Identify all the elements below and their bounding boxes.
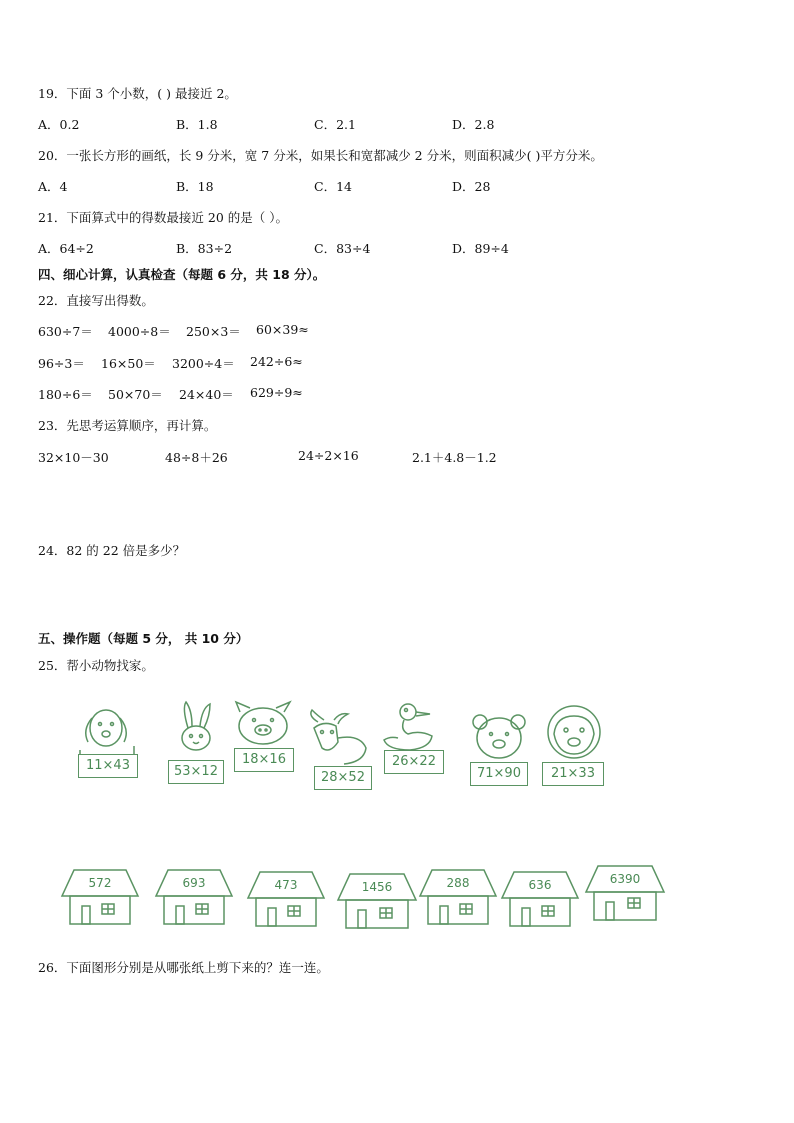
q21-option-a: A．64÷2 <box>38 241 94 256</box>
q19-stem: 19．下面 3 个小数，( ) 最接近 2。 <box>38 86 237 101</box>
q25-stem: 25．帮小动物找家。 <box>38 658 154 673</box>
q19-option-c: C．2.1 <box>314 117 356 132</box>
q19-option-a: A．0.2 <box>38 117 80 132</box>
house-number: 572 <box>88 876 112 890</box>
house <box>584 860 666 924</box>
house-icon <box>584 860 666 924</box>
house-icon <box>336 868 418 932</box>
house-icon <box>418 864 498 928</box>
section-4-heading: 四、细心计算，认真检查（每题 6 分，共 18 分）。 <box>38 267 326 282</box>
q22-item: 16×50＝ <box>101 356 156 371</box>
q22-item: 630÷7＝ <box>38 324 93 339</box>
q22-item: 629÷9≈ <box>250 385 303 400</box>
duck-icon <box>380 700 448 756</box>
house-icon <box>500 866 580 930</box>
house-number: 473 <box>274 878 298 892</box>
q20-option-b: B．18 <box>176 179 214 194</box>
q21-option-d: D．89÷4 <box>452 241 509 256</box>
monkey-icon <box>540 704 608 760</box>
section-5-heading: 五、操作题（每题 5 分， 共 10 分） <box>38 631 249 646</box>
animal-expression: 28×52 <box>314 766 372 790</box>
q23-stem: 23．先思考运算顺序，再计算。 <box>38 418 217 433</box>
q20-option-c: C．14 <box>314 179 352 194</box>
dog-icon <box>74 700 144 760</box>
house <box>60 864 140 928</box>
house-icon <box>60 864 140 928</box>
animal-expression: 71×90 <box>470 762 528 786</box>
animal-card-pig <box>232 700 294 776</box>
q26-stem: 26．下面图形分别是从哪张纸上剪下来的？连一连。 <box>38 960 329 975</box>
q22-item: 24×40＝ <box>179 387 234 402</box>
animal-card-bear <box>468 712 530 788</box>
q22-item: 250×3＝ <box>186 324 241 339</box>
q20-option-a: A．4 <box>38 179 68 194</box>
bear-icon <box>468 712 530 764</box>
house <box>336 868 418 932</box>
q22-item: 3200÷4＝ <box>172 356 235 371</box>
house-number: 288 <box>446 876 470 890</box>
q23-item: 24÷2×16 <box>298 448 359 463</box>
animal-card-rabbit <box>166 700 226 784</box>
animal-expression: 21×33 <box>542 762 604 786</box>
q22-item: 4000÷8＝ <box>108 324 171 339</box>
q22-item: 60×39≈ <box>256 322 309 337</box>
q21-stem: 21．下面算式中的得数最接近 20 的是（ ）。 <box>38 210 288 225</box>
animal-card-monkey <box>540 704 608 784</box>
animal-expression: 18×16 <box>234 748 294 772</box>
q22-stem: 22．直接写出得数。 <box>38 293 154 308</box>
house <box>246 866 326 930</box>
q22-item: 180÷6＝ <box>38 387 93 402</box>
q23-item: 48÷8＋26 <box>165 450 228 465</box>
q21-option-b: B．83÷2 <box>176 241 233 256</box>
house-icon <box>154 864 234 928</box>
q19-option-b: B．1.8 <box>176 117 218 132</box>
animal-expression: 53×12 <box>168 760 224 784</box>
q22-item: 50×70＝ <box>108 387 163 402</box>
q22-item: 96÷3＝ <box>38 356 85 371</box>
q20-option-d: D．28 <box>452 179 491 194</box>
animal-card-duck <box>380 700 448 780</box>
goat-icon <box>304 708 376 768</box>
animal-card-goat <box>304 708 376 792</box>
house-number: 636 <box>528 878 552 892</box>
q19-option-d: D．2.8 <box>452 117 495 132</box>
animal-card-dog <box>74 700 144 782</box>
q23-item: 2.1＋4.8－1.2 <box>412 450 497 465</box>
house-number: 1456 <box>361 880 393 894</box>
q21-option-c: C．83÷4 <box>314 241 371 256</box>
animal-expression: 26×22 <box>384 750 444 774</box>
q20-stem: 20．一张长方形的画纸，长 9 分米，宽 7 分米，如果长和宽都减少 2 分米，则面积减少( )平方分米。 <box>38 148 603 163</box>
rabbit-icon <box>166 700 226 762</box>
house-icon <box>246 866 326 930</box>
house <box>418 864 498 928</box>
q24-stem: 24．82 的 22 倍是多少？ <box>38 543 186 558</box>
q22-item: 242÷6≈ <box>250 354 303 369</box>
house-number: 6390 <box>609 872 641 886</box>
house <box>500 866 580 930</box>
animal-expression: 11×43 <box>78 754 138 778</box>
house <box>154 864 234 928</box>
q23-item: 32×10－30 <box>38 450 109 465</box>
pig-icon <box>232 700 294 750</box>
house-number: 693 <box>182 876 206 890</box>
